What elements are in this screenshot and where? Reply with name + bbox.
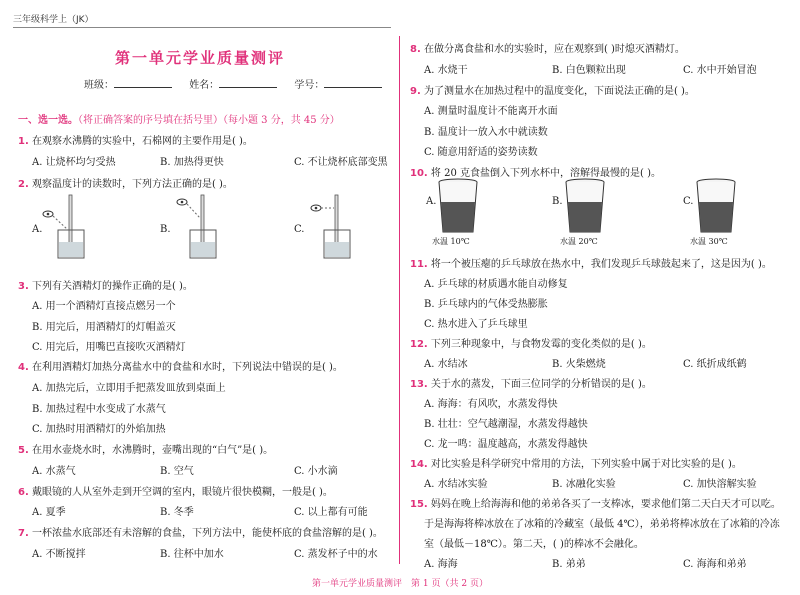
question-5 xyxy=(18,441,273,456)
header-rule xyxy=(13,27,391,28)
question-number: 6. xyxy=(18,487,29,498)
question-1 xyxy=(18,132,253,147)
question-text: 将 20 克食盐倒入下列水杯中，溶解得最慢的是( )。 xyxy=(430,168,661,179)
question-text: 为了测量水在加热过程中的温度变化，下面说法正确的是( )。 xyxy=(423,86,695,97)
option-c[interactable]: C. 随意用舒适的姿势读数 xyxy=(424,147,538,158)
question-text: 在观察水沸腾的实验中，石棉网的主要作用是( )。 xyxy=(31,136,253,147)
question-text: 观察温度计的读数时，下列方法正确的是( )。 xyxy=(31,179,233,190)
question-15 xyxy=(410,495,781,510)
option-b[interactable]: B. 冰融化实验 xyxy=(552,479,616,490)
option-a[interactable]: A. xyxy=(32,224,43,235)
option-b[interactable]: B. xyxy=(552,196,563,207)
option-a[interactable]: A. 夏季 xyxy=(32,507,66,518)
option-b[interactable]: B. 白色颗粒出现 xyxy=(552,65,626,76)
question-text: 一杯浓盐水底部还有未溶解的食盐，下列方法中，能使杯底的食盐溶解的是( )。 xyxy=(31,528,383,539)
question-number: 2. xyxy=(18,179,29,190)
question-text: 下列三种现象中，与食物发霉的变化类似的是( )。 xyxy=(430,339,652,350)
question-number: 8. xyxy=(410,44,421,55)
question-text: 对比实验是科学研究中常用的方法，下列实验中属于对比实验的是( )。 xyxy=(430,459,742,470)
question-13 xyxy=(410,375,652,390)
question-text: 下列有关酒精灯的操作正确的是( )。 xyxy=(31,281,193,292)
question-9 xyxy=(410,82,695,97)
option-c[interactable]: C. 蒸发杯子中的水 xyxy=(294,549,378,560)
question-number: 1. xyxy=(18,136,29,147)
option-b[interactable]: B. 冬季 xyxy=(160,507,194,518)
question-2 xyxy=(18,175,233,190)
class-label: 班级： xyxy=(84,80,114,91)
question-10 xyxy=(410,164,661,179)
option-a[interactable]: A. xyxy=(426,196,437,207)
question-number: 10. xyxy=(410,168,428,179)
option-c[interactable]: C. 龙一鸣：温度越高，水蒸发得越快 xyxy=(424,439,588,450)
section-instruction: （将正确答案的序号填在括号里）（每小题 3 分，共 45 分） xyxy=(78,115,340,126)
name-label: 姓名： xyxy=(189,80,220,91)
column-divider xyxy=(399,36,400,564)
question-11 xyxy=(410,255,772,270)
option-c[interactable]: C. 海海和弟弟 xyxy=(683,559,747,570)
option-a[interactable]: A. 海海 xyxy=(424,559,458,570)
eye-icon xyxy=(177,199,187,205)
option-b[interactable]: B. 温度计一放入水中就读数 xyxy=(424,127,548,138)
question-text: 戴眼镜的人从室外走到开空调的室内，眼镜片很快模糊，一般是( )。 xyxy=(31,487,333,498)
question-number: 5. xyxy=(18,445,29,456)
section-label: 一、选一选。 xyxy=(18,115,78,126)
question-number: 15. xyxy=(410,499,428,510)
question-3 xyxy=(18,277,193,292)
beaker-c xyxy=(694,178,738,236)
option-b[interactable]: B. 用完后，用酒精灯的灯帽盖灭 xyxy=(32,322,176,333)
question-text: 妈妈在晚上给海海和他的弟弟各买了一支棒冰，要求他们第二天白天才可以吃。 xyxy=(430,499,781,510)
question-number: 3. xyxy=(18,281,29,292)
question-text: 关于水的蒸发，下面三位同学的分析错误的是( )。 xyxy=(430,379,652,390)
question-number: 13. xyxy=(410,379,428,390)
book-header-tag: 三年级科学上（JK） xyxy=(13,15,94,25)
beaker-caption: 水温 20℃ xyxy=(560,237,598,246)
question-text: 在用水壶烧水时，水沸腾时，壶嘴出现的“白气”是( )。 xyxy=(31,445,274,456)
question-14 xyxy=(410,455,742,470)
option-a[interactable]: A. 让烧杯均匀受热 xyxy=(32,157,116,168)
option-a[interactable]: A. 加热完后，立即用手把蒸发皿放到桌面上 xyxy=(32,383,226,394)
option-c[interactable]: C. xyxy=(683,196,694,207)
thermometer-illustration-a xyxy=(40,192,90,262)
question-12 xyxy=(410,335,652,350)
beaker-b xyxy=(563,178,607,236)
question-number: 4. xyxy=(18,362,29,373)
option-a[interactable]: A. 水结冰 xyxy=(424,359,468,370)
question-4 xyxy=(18,358,343,373)
eye-icon xyxy=(311,205,321,211)
beaker-caption: 水温 10℃ xyxy=(432,237,470,246)
question-6 xyxy=(18,483,333,498)
page-footer: 第一单元学业质量测评 第 1 页（共 2 页） xyxy=(312,579,488,589)
option-a[interactable]: A. 测量时温度计不能离开水面 xyxy=(424,106,558,117)
option-b[interactable]: B. 弟弟 xyxy=(552,559,586,570)
option-c[interactable]: C. 加热时用酒精灯的外焰加热 xyxy=(32,424,166,435)
option-a[interactable]: A. 水蒸气 xyxy=(32,466,76,477)
option-b[interactable]: B. 空气 xyxy=(160,466,194,477)
question-number: 12. xyxy=(410,339,428,350)
question-text: 在做分离食盐和水的实验时，应在观察到( )时熄灭酒精灯。 xyxy=(423,44,685,55)
option-b[interactable]: B. 壮壮：空气越潮湿，水蒸发得越快 xyxy=(424,419,588,430)
option-c[interactable]: C. 水中开始冒泡 xyxy=(683,65,757,76)
option-c[interactable]: C. 热水进入了乒乓球里 xyxy=(424,319,528,330)
option-a[interactable]: A. 用一个酒精灯直接点燃另一个 xyxy=(32,301,176,312)
question-text-line3: 室（最低－18℃）。第二天，( )的棒冰不会融化。 xyxy=(424,539,644,550)
option-a[interactable]: A. 水结冰实验 xyxy=(424,479,488,490)
question-number: 14. xyxy=(410,459,428,470)
id-label: 学号： xyxy=(294,80,325,91)
beaker-caption: 水温 30℃ xyxy=(690,237,728,246)
id-field[interactable] xyxy=(324,87,382,88)
option-c[interactable]: C. 不让烧杯底部变黑 xyxy=(294,157,388,168)
question-number: 9. xyxy=(410,86,421,97)
question-text-line2: 于是海海将棒冰放在了冰箱的冷藏室（最低 4℃），弟弟将棒冰放在了冰箱的冷冻 xyxy=(424,519,780,530)
option-c[interactable]: C. 用完后，用嘴巴直接吹灭酒精灯 xyxy=(32,342,186,353)
name-field[interactable] xyxy=(219,87,277,88)
question-number: 11. xyxy=(410,259,428,270)
option-c[interactable]: C. xyxy=(294,224,305,235)
student-info xyxy=(84,76,396,91)
question-8 xyxy=(410,40,685,55)
option-c[interactable]: C. 以上都有可能 xyxy=(294,507,368,518)
thermometer-illustration-c xyxy=(306,192,356,262)
option-a[interactable]: A. 水烧干 xyxy=(424,65,468,76)
class-field[interactable] xyxy=(114,87,172,88)
question-7 xyxy=(18,524,383,539)
option-c[interactable]: C. 加快溶解实验 xyxy=(683,479,757,490)
option-a[interactable]: A. 海海：有风吹，水蒸发得快 xyxy=(424,399,558,410)
section-heading xyxy=(18,111,340,126)
option-b[interactable]: B. 加热得更快 xyxy=(160,157,224,168)
option-c[interactable]: C. 小水滴 xyxy=(294,466,338,477)
question-text: 在利用酒精灯加热分离盐水中的食盐和水时，下列说法中错误的是( )。 xyxy=(31,362,343,373)
question-text: 将一个被压瘪的乒乓球放在热水中，我们发现乒乓球鼓起来了，这是因为( )。 xyxy=(430,259,772,270)
question-number: 7. xyxy=(18,528,29,539)
option-b[interactable]: B. 加热过程中水变成了水蒸气 xyxy=(32,404,166,415)
option-a[interactable]: A. 乒乓球的材质遇水能自动修复 xyxy=(424,279,568,290)
eye-icon xyxy=(43,211,53,217)
option-b[interactable]: B. 火柴燃烧 xyxy=(552,359,606,370)
option-b[interactable]: B. 乒乓球内的气体受热膨胀 xyxy=(424,299,548,310)
beaker-a xyxy=(436,178,480,236)
option-c[interactable]: C. 纸折成纸鹤 xyxy=(683,359,747,370)
option-a[interactable]: A. 不断搅拌 xyxy=(32,549,86,560)
thermometer-illustration-b xyxy=(172,192,222,262)
page-title: 第一单元学业质量测评 xyxy=(114,49,285,67)
option-b[interactable]: B. xyxy=(160,224,171,235)
option-b[interactable]: B. 往杯中加水 xyxy=(160,549,224,560)
